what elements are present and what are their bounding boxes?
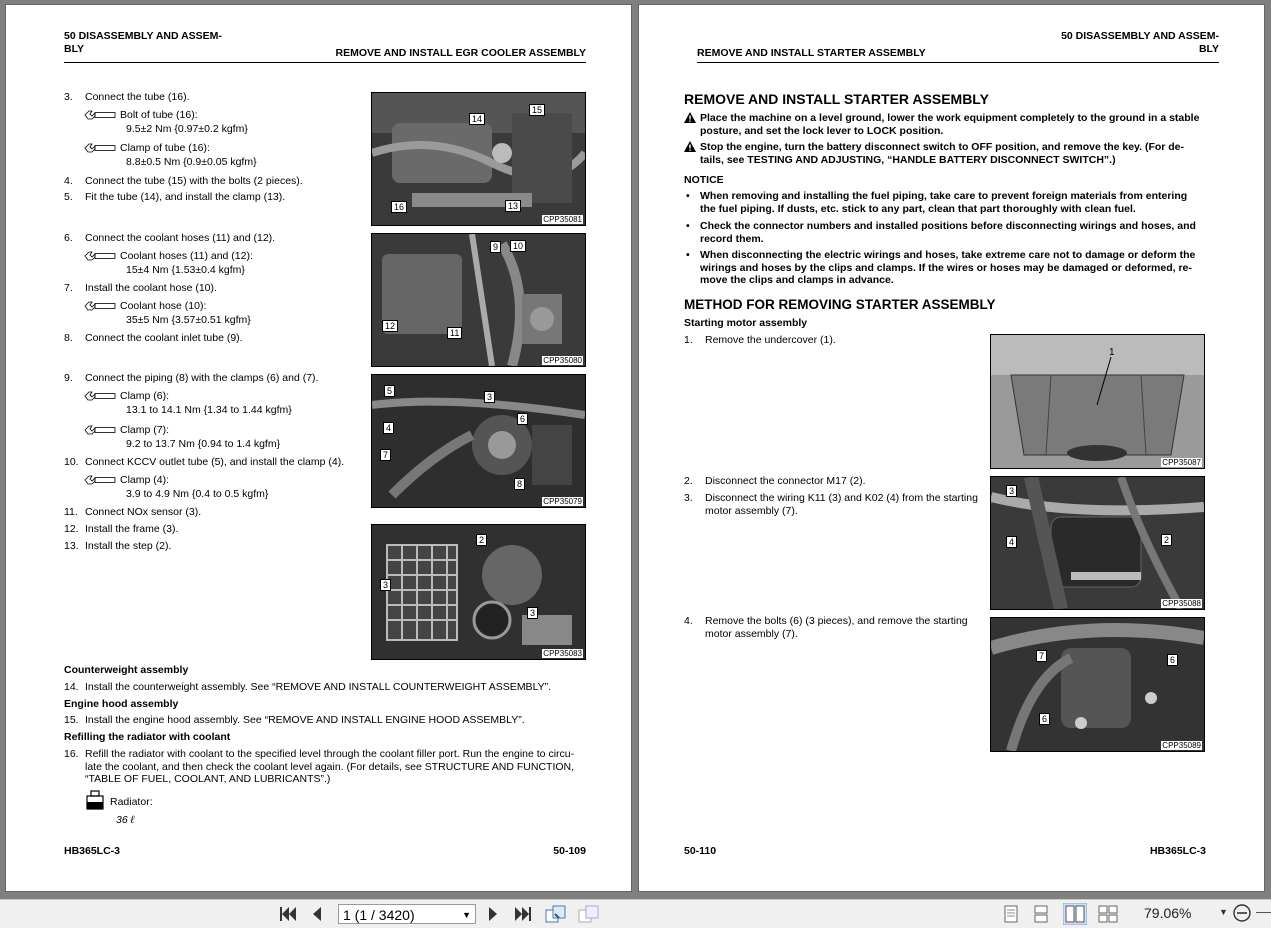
figure-coolant-hoses — [371, 233, 586, 367]
wrench-icon — [84, 391, 116, 401]
warning-text: Stop the engine, turn the battery disconnect switch to OFF position, and remove the key. (For de- — [700, 141, 1185, 153]
step-text: Remove the undercover (1). — [705, 334, 836, 346]
spec-label: Clamp (4): — [120, 474, 170, 486]
figure-code: CPP35089 — [1162, 741, 1201, 750]
continuous-view-icon[interactable] — [1033, 905, 1049, 923]
notice-text: the fuel piping. If dusts, etc. stick to any part, clean that part thoroughly with clean fuel. — [700, 202, 1136, 215]
callout-label: 6 — [517, 413, 528, 425]
step-text — [705, 615, 968, 640]
step-text — [705, 492, 978, 517]
step-number: 8. — [64, 332, 73, 344]
page-header — [697, 30, 1219, 63]
step-line: motor assembly (7). — [705, 627, 798, 640]
left-page — [6, 5, 631, 891]
zoom-level[interactable]: 79.06% — [1144, 905, 1192, 921]
step-number: 15. — [64, 714, 79, 726]
callout-label: 1 — [1109, 347, 1115, 358]
two-page-view-icon[interactable] — [1063, 903, 1087, 925]
warning-icon — [684, 141, 696, 152]
callout-label: 4 — [383, 422, 394, 434]
figure-code: CPP35087 — [1162, 458, 1201, 467]
spec-label: Coolant hose (10): — [120, 300, 207, 312]
figure-piping-clamps — [371, 374, 586, 508]
step-text: Connect the coolant hoses (11) and (12). — [85, 232, 276, 244]
spec-label: Clamp of tube (16): — [120, 142, 210, 154]
callout-label: 6 — [1167, 654, 1178, 666]
spec-label: Bolt of tube (16): — [120, 109, 198, 121]
chevron-down-icon[interactable]: ▼ — [1219, 907, 1228, 917]
step-text: Fit the tube (14), and install the clamp (13). — [85, 191, 286, 203]
spec-label: Clamp (7): — [120, 424, 170, 436]
prev-page-icon[interactable] — [310, 906, 324, 922]
engine-photo — [372, 234, 585, 366]
header-section-line-2: BLY — [64, 42, 85, 55]
callout-label: 3 — [1006, 485, 1017, 497]
notice-text: wirings and hoses by the clips and clamps. If the wires or hoses may be damaged or deformed, re- — [700, 261, 1192, 274]
wrench-icon — [84, 475, 116, 485]
step-line: “TABLE OF FUEL, COOLANT, AND LUBRICANTS”.) — [85, 773, 331, 785]
spec-value: 13.1 to 14.1 Nm {1.34 to 1.44 kgfm} — [126, 404, 292, 416]
step-number: 10. — [64, 456, 79, 468]
callout-label: 10 — [510, 240, 526, 252]
go-forward-view-icon[interactable] — [578, 904, 600, 924]
first-page-icon[interactable] — [279, 906, 297, 922]
spec-value: 35±5 Nm {3.57±0.51 kgfm} — [126, 314, 251, 326]
warning-text: tails, see TESTING AND ADJUSTING, “HANDLE BATTERY DISCONNECT SWITCH”.) — [700, 153, 1116, 166]
step-number: 4. — [64, 175, 73, 187]
zoom-out-icon[interactable] — [1232, 903, 1252, 923]
page-number-input[interactable] — [338, 904, 476, 924]
zoom-slider-track[interactable] — [1256, 912, 1271, 913]
step-text: Install the engine hood assembly. See “REMOVE AND INSTALL ENGINE HOOD ASSEMBLY”. — [85, 714, 525, 726]
header-topic-title: REMOVE AND INSTALL EGR COOLER ASSEMBLY — [335, 47, 586, 59]
callout-label: 3 — [380, 579, 391, 591]
spec-label: Coolant hoses (11) and (12): — [120, 250, 253, 262]
step-text: Install the coolant hose (10). — [85, 282, 217, 294]
spec-value: 9.2 to 13.7 Nm {0.94 to 1.4 kgfm} — [126, 438, 281, 450]
starter-photo — [991, 618, 1204, 751]
header-section-title — [64, 30, 244, 55]
last-page-icon[interactable] — [514, 906, 532, 922]
step-number: 4. — [684, 615, 693, 627]
callout-label: 3 — [484, 391, 495, 403]
notice-text: record them. — [700, 232, 764, 245]
callout-label: 7 — [1036, 650, 1047, 662]
figure-code: CPP35079 — [543, 497, 582, 506]
section-heading: Refilling the radiator with coolant — [64, 731, 231, 743]
step-number: 5. — [64, 191, 73, 203]
step-text: Install the frame (3). — [85, 523, 179, 535]
step-text: Disconnect the connector M17 (2). — [705, 475, 866, 487]
notice-text: move the clips and clamps in advance. — [700, 274, 894, 286]
bullet-icon: • — [686, 249, 690, 261]
wrench-icon — [84, 301, 116, 311]
step-number: 3. — [64, 91, 73, 103]
step-number: 11. — [64, 506, 78, 518]
callout-label: 12 — [382, 320, 398, 332]
figure-undercover — [990, 334, 1205, 469]
wrench-icon — [84, 143, 116, 153]
callout-label: 15 — [529, 104, 545, 116]
step-text: Connect the piping (8) with the clamps (6) and (7). — [85, 372, 319, 384]
footer-model: HB365LC-3 — [64, 845, 121, 857]
figure-code: CPP35088 — [1162, 599, 1201, 608]
notice-text: Check the connector numbers and installed positions before disconnecting wirings and hoses, and — [700, 220, 1196, 232]
step-text — [85, 748, 586, 786]
footer-model: HB365LC-3 — [1149, 845, 1206, 857]
callout-label: 5 — [384, 385, 395, 397]
step-line: late the coolant, and then check the coolant level again. (For details, see STRUCTURE AND FUNCTION, — [85, 760, 575, 773]
section-heading: Counterweight assembly — [64, 664, 189, 676]
step-number: 12. — [64, 523, 79, 535]
notice-text: When disconnecting the electric wirings and hoses, take extreme care not to damage or deform the — [700, 249, 1196, 261]
wrench-icon — [84, 251, 116, 261]
spec-value: 8.8±0.5 Nm {0.9±0.05 kgfm} — [126, 156, 257, 168]
notice-label: NOTICE — [684, 174, 724, 186]
warning-text: Place the machine on a level ground, lower the work equipment completely to the ground in a stable — [700, 112, 1200, 124]
callout-label: 2 — [476, 534, 487, 546]
notice-text: When removing and installing the fuel piping, take care to prevent foreign materials from entering — [700, 190, 1188, 202]
step-number: 1. — [684, 334, 693, 346]
callout-label: 11 — [447, 327, 462, 339]
header-section-line-1: 50 DISASSEMBLY AND ASSEM- — [64, 30, 222, 42]
figure-starter-connectors — [990, 476, 1205, 610]
step-line: Disconnect the wiring K11 (3) and K02 (4) from the starting — [705, 492, 978, 504]
chevron-down-icon[interactable]: ▼ — [462, 910, 471, 920]
wrench-icon — [84, 425, 116, 435]
step-number: 9. — [64, 372, 73, 384]
spec-value: 9.5±2 Nm {0.97±0.2 kgfm} — [126, 123, 248, 135]
figure-egr-cooler-tubes — [371, 92, 586, 226]
step-number: 14. — [64, 681, 79, 693]
step-line: motor assembly (7). — [705, 504, 798, 517]
page-title: REMOVE AND INSTALL STARTER ASSEMBLY — [684, 91, 989, 107]
step-text: Connect the coolant inlet tube (9). — [85, 332, 243, 344]
bullet-icon: • — [686, 220, 690, 232]
go-back-view-icon[interactable] — [545, 904, 567, 924]
page-header — [64, 30, 586, 63]
step-text: Connect the tube (16). — [85, 91, 190, 103]
radiator-capacity: 36 ℓ — [116, 814, 134, 826]
subheading: Starting motor assembly — [684, 317, 808, 329]
callout-label: 14 — [469, 113, 485, 125]
step-number: 6. — [64, 232, 73, 244]
header-section-line-2: BLY — [1198, 42, 1219, 55]
figure-code: CPP35083 — [543, 649, 582, 658]
step-text: Install the step (2). — [85, 540, 172, 552]
step-text: Install the counterweight assembly. See “REMOVE AND INSTALL COUNTERWEIGHT ASSEMBLY”. — [85, 681, 552, 693]
step-text: Connect KCCV outlet tube (5), and install the clamp (4). — [85, 456, 345, 468]
figure-starter-bolts — [990, 617, 1205, 752]
coolant-capacity-icon — [86, 790, 104, 810]
step-number: 2. — [684, 475, 693, 487]
callout-label: 16 — [391, 201, 407, 213]
warning-text: posture, and set the lock lever to LOCK position. — [700, 124, 944, 137]
callout-label: 8 — [514, 478, 525, 490]
undercover-photo — [991, 335, 1204, 468]
wrench-icon — [84, 110, 116, 120]
radiator-label: Radiator: — [110, 796, 153, 808]
figure-frame-step — [371, 524, 586, 660]
bullet-icon: • — [686, 190, 690, 202]
step-number: 7. — [64, 282, 73, 294]
two-page-continuous-icon[interactable] — [1098, 905, 1118, 923]
callout-label: 7 — [380, 449, 391, 461]
callout-label: 3 — [527, 607, 538, 619]
figure-code: CPP35081 — [543, 215, 582, 224]
footer-page-number: 50-109 — [553, 845, 586, 857]
header-section-title — [1039, 30, 1219, 55]
spec-value: 3.9 to 4.9 Nm {0.4 to 0.5 kgfm} — [126, 488, 269, 500]
callout-label: 9 — [490, 241, 501, 253]
callout-label: 13 — [505, 200, 521, 212]
figure-code: CPP35080 — [543, 356, 582, 365]
footer-page-number: 50-110 — [684, 845, 717, 857]
warning-icon — [684, 112, 696, 123]
page-indicator: 1 (1 / 3420) — [343, 907, 415, 923]
engine-photo — [372, 375, 585, 507]
step-line: Refill the radiator with coolant to the specified level through the coolant filler port. Run the engine to circu- — [85, 748, 575, 760]
section-heading: Engine hood assembly — [64, 698, 179, 710]
callout-label: 4 — [1006, 536, 1017, 548]
next-page-icon[interactable] — [486, 906, 500, 922]
callout-label: 6 — [1039, 713, 1050, 725]
header-section-line-1: 50 DISASSEMBLY AND ASSEM- — [1061, 30, 1219, 42]
spec-label: Clamp (6): — [120, 390, 170, 402]
step-number: 3. — [684, 492, 693, 504]
spec-value: 15±4 Nm {1.53±0.4 kgfm} — [126, 264, 245, 276]
step-text: Connect NOx sensor (3). — [85, 506, 202, 518]
step-number: 16. — [64, 748, 79, 760]
step-line: Remove the bolts (6) (3 pieces), and remove the starting — [705, 615, 968, 627]
right-page — [639, 5, 1264, 891]
step-text: Connect the tube (15) with the bolts (2 pieces). — [85, 175, 303, 187]
single-page-view-icon[interactable] — [1003, 905, 1019, 923]
callout-label: 2 — [1161, 534, 1172, 546]
header-topic-title: REMOVE AND INSTALL STARTER ASSEMBLY — [697, 47, 926, 59]
method-title: METHOD FOR REMOVING STARTER ASSEMBLY — [684, 297, 996, 312]
starter-photo — [991, 477, 1204, 609]
step-number: 13. — [64, 540, 79, 552]
